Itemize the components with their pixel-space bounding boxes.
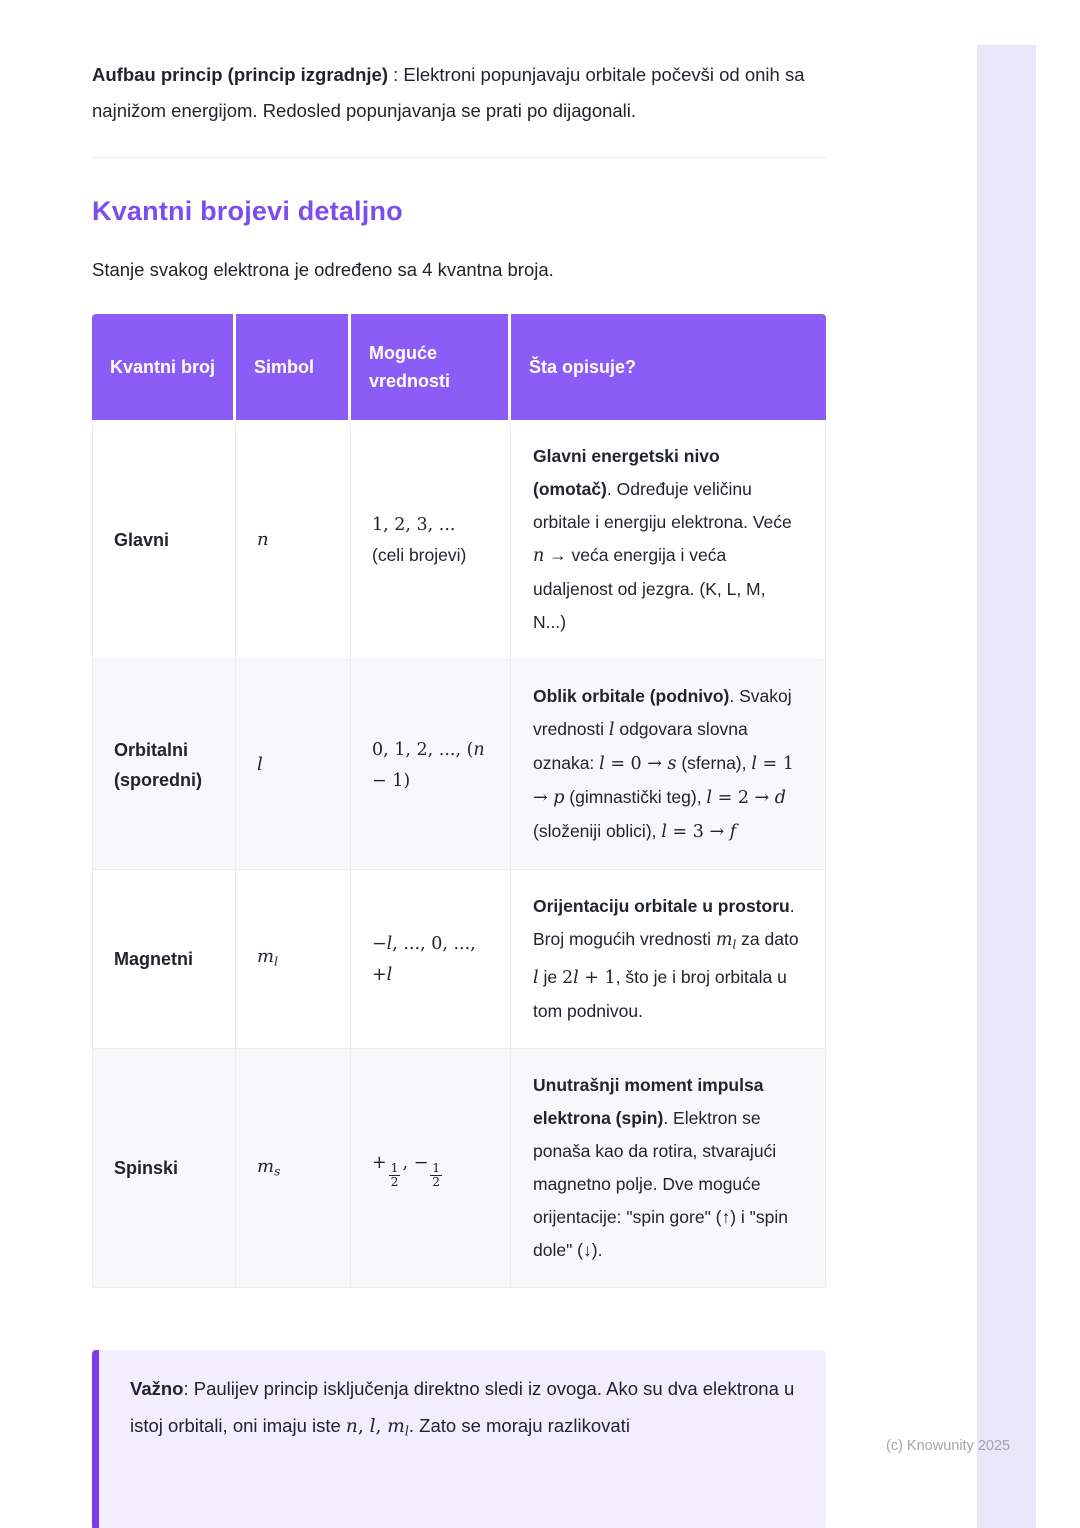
- table-header-row: [92, 314, 826, 420]
- cell-symbol: ms: [236, 1049, 351, 1288]
- quantum-numbers-table: [92, 314, 826, 1288]
- cell-name: Orbitalni (sporedni): [92, 660, 236, 870]
- table-row-glavni: [92, 420, 826, 660]
- cell-description: Unutrašnji moment impulsa elektrona (spin). Elektron se ponaša kao da rotira, stvarajući magnetno polje. Dve moguće orijentacije: "spin gore" (↑) i "spin dole" (↓).: [511, 1049, 826, 1288]
- document-content: [92, 0, 826, 1528]
- cell-name: Spinski: [92, 1049, 236, 1288]
- cell-symbol: n: [236, 420, 351, 660]
- cell-description: Oblik orbitale (podnivo). Svakoj vrednosti l odgovara slovna oznaka: l = 0 → s (sferna), l = 1 → p (gimnastički teg), l = 2 → d (složeniji oblici), l = 3 → f: [511, 660, 826, 870]
- callout-text: Važno: Paulijev princip isključenja direktno sledi iz ovoga. Ako su dva elektrona u istoj orbitali, oni imaju iste n, l, ml. Zato se moraju razlikovati: [130, 1378, 795, 1439]
- col-header-simbol: Simbol: [236, 314, 351, 420]
- section-heading: Kvantni brojevi detaljno: [92, 196, 403, 226]
- cell-description: Glavni energetski nivo (omotač). Određuje veličinu orbitale i energiju elektrona. Veće n → veća energija i veća udaljenost od jezgra. (K, L, M, N...): [511, 420, 826, 660]
- table-row-spinski: [92, 1049, 826, 1288]
- table-body: [92, 420, 826, 1288]
- table-row-magnetni: [92, 870, 826, 1049]
- section-subtitle: Stanje svakog elektrona je određeno sa 4 kvantna broja.: [92, 259, 554, 280]
- cell-values: 0, 1, 2, ..., (n − 1): [351, 660, 511, 870]
- table-row-orbitalni: [92, 660, 826, 870]
- section-divider: [92, 157, 826, 158]
- cell-symbol: l: [236, 660, 351, 870]
- cell-name: Magnetni: [92, 870, 236, 1049]
- cell-name: Glavni: [92, 420, 236, 660]
- important-callout: [92, 1350, 826, 1528]
- col-header-kvantni-broj: Kvantni broj: [92, 314, 236, 420]
- page-scroll-strip: [977, 45, 1036, 1528]
- cell-description: Orijentaciju orbitale u prostoru. Broj mogućih vrednosti ml za dato l je 2l + 1, što je i broj orbitala u tom podnivou.: [511, 870, 826, 1049]
- cell-symbol: ml: [236, 870, 351, 1049]
- cell-values: + $\frac{1}{2}$ , − $\frac{1}{2}$: [351, 1049, 511, 1288]
- col-header-moguce-vrednosti: Moguće vrednosti: [351, 314, 511, 420]
- table-header: [92, 314, 826, 420]
- col-header-sta-opisuje: Šta opisuje?: [511, 314, 826, 420]
- cell-values: 1, 2, 3, ... (celi brojevi): [351, 420, 511, 660]
- copyright-watermark: (c) Knowunity 2025: [886, 1438, 1011, 1454]
- intro-paragraph: Aufbau princip (princip izgradnje) : Elektroni popunjavaju orbitale počevši od onih sa najnižom energijom. Redosled popunjavanja se prati po dijagonali.: [92, 64, 805, 121]
- cell-values: −l, ..., 0, ..., +l: [351, 870, 511, 1049]
